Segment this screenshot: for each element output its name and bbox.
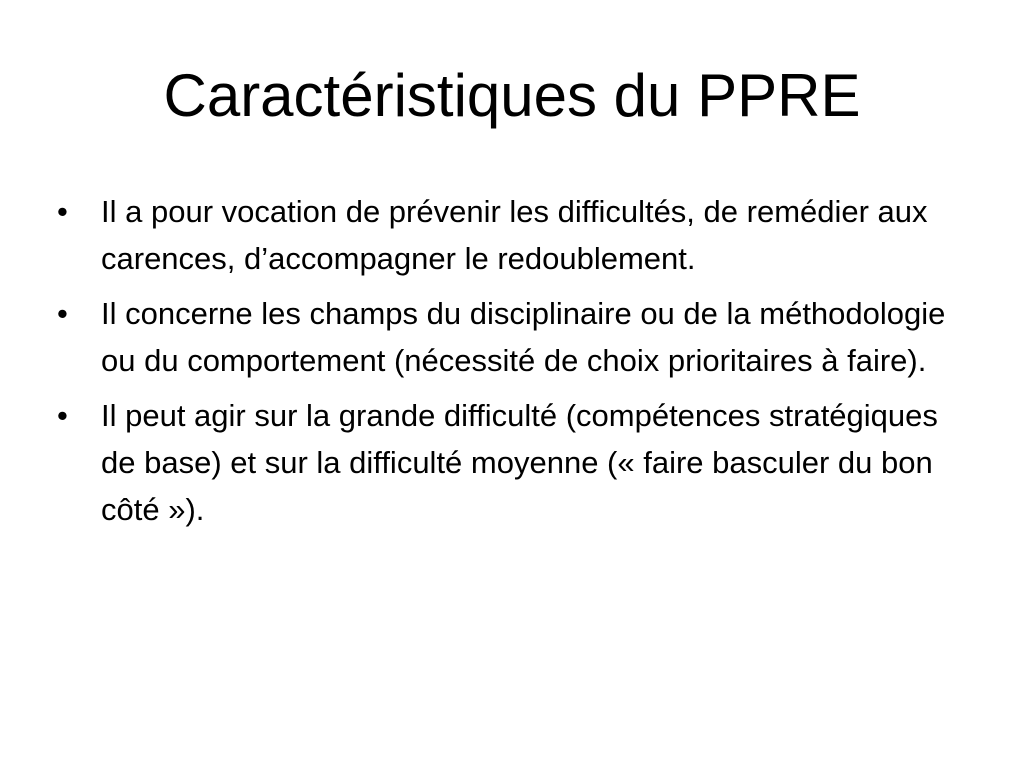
slide-title: Caractéristiques du PPRE — [163, 62, 861, 129]
bullet-item — [55, 392, 970, 533]
bullet-text: Il peut agir sur la grande difficulté (compétences stratégiques de base) et sur la difficulté moyenne (« faire basculer du bon côté »). — [101, 398, 938, 527]
bullet-item — [55, 290, 970, 384]
bullet-item — [55, 188, 970, 282]
bullet-marker: • — [57, 398, 68, 433]
bullet-list — [55, 188, 970, 541]
bullet-marker: • — [57, 296, 68, 331]
bullet-text: Il concerne les champs du disciplinaire ou de la méthodologie ou du comportement (nécessité de choix prioritaires à faire). — [101, 296, 946, 378]
bullet-marker: • — [57, 194, 68, 229]
bullet-text: Il a pour vocation de prévenir les difficultés, de remédier aux carences, d’accompagner le redoublement. — [101, 194, 928, 276]
